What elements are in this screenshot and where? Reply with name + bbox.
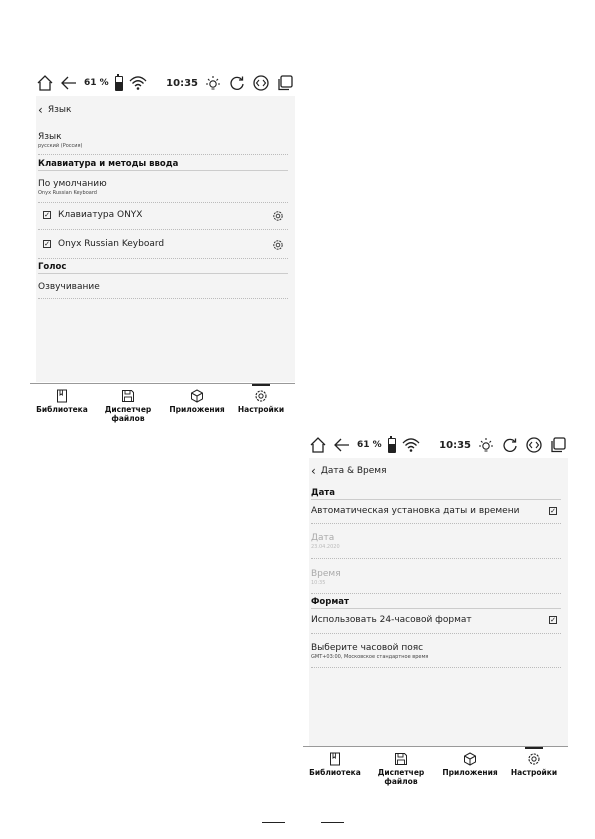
book-icon bbox=[328, 752, 342, 766]
clock: 10:35 bbox=[166, 77, 198, 89]
bottom-navigation bbox=[30, 383, 295, 431]
format-24h-checkbox[interactable]: ✓ bbox=[550, 616, 556, 624]
timezone-item[interactable] bbox=[311, 643, 428, 660]
back-button[interactable] bbox=[311, 465, 386, 477]
book-icon bbox=[55, 389, 69, 403]
nav-library[interactable] bbox=[32, 389, 92, 414]
date-title: Дата bbox=[311, 533, 335, 543]
multitask-icon[interactable] bbox=[549, 436, 567, 454]
divider bbox=[38, 229, 288, 230]
battery-icon bbox=[388, 438, 396, 453]
wifi-icon[interactable] bbox=[402, 436, 420, 454]
back-button[interactable] bbox=[38, 104, 71, 116]
nav-file-manager-label: Диспетчер файлов bbox=[104, 405, 152, 423]
section-keyboard-heading: Клавиатура и методы ввода bbox=[38, 159, 179, 169]
home-icon[interactable] bbox=[36, 74, 54, 92]
timezone-value: GMT+03:00, Московское стандартное время bbox=[311, 654, 429, 660]
back-arrow-icon[interactable] bbox=[60, 74, 78, 92]
language-item[interactable] bbox=[38, 132, 82, 149]
keyboard-russian-settings-gear-icon[interactable] bbox=[272, 239, 284, 251]
nav-settings-label: Настройки bbox=[237, 405, 285, 414]
default-keyboard-item[interactable] bbox=[38, 179, 107, 196]
nav-library[interactable] bbox=[305, 752, 365, 777]
chevron-left-icon: ‹ bbox=[311, 464, 316, 478]
date-value: 23.04.2020 bbox=[311, 544, 340, 550]
refresh-icon[interactable] bbox=[501, 436, 519, 454]
page-mark-left bbox=[262, 822, 285, 823]
default-keyboard-value: Onyx Russian Keyboard bbox=[38, 190, 97, 196]
divider bbox=[311, 558, 561, 559]
time-value: 10:35 bbox=[311, 580, 326, 586]
date-item bbox=[311, 533, 340, 550]
time-title: Время bbox=[311, 569, 341, 579]
battery-icon bbox=[115, 76, 123, 91]
keyboard-russian-checkbox[interactable]: ✓ bbox=[44, 240, 50, 248]
navigation-ball-icon[interactable] bbox=[525, 436, 543, 454]
wifi-icon[interactable] bbox=[129, 74, 147, 92]
nav-apps[interactable] bbox=[167, 389, 227, 414]
settings-content bbox=[36, 96, 295, 382]
battery-percent: 61 % bbox=[84, 78, 109, 88]
nav-file-manager[interactable] bbox=[98, 389, 158, 423]
auto-date-time-label[interactable]: Автоматическая установка даты и времени bbox=[311, 506, 520, 516]
page-title: Дата & Время bbox=[320, 466, 387, 476]
battery-percent: 61 % bbox=[357, 440, 382, 450]
brightness-icon[interactable] bbox=[477, 436, 495, 454]
divider bbox=[311, 667, 561, 668]
section-voice-heading: Голос bbox=[38, 262, 67, 272]
brightness-icon[interactable] bbox=[204, 74, 222, 92]
active-tab-indicator bbox=[252, 384, 270, 386]
divider bbox=[311, 593, 561, 594]
floppy-icon bbox=[394, 752, 408, 766]
time-item bbox=[311, 569, 341, 586]
nav-settings-label: Настройки bbox=[510, 768, 558, 777]
section-date-heading: Дата bbox=[311, 488, 335, 498]
divider bbox=[311, 633, 561, 634]
keyboard-onyx-settings-gear-icon[interactable] bbox=[272, 210, 284, 222]
nav-library-label: Библиотека bbox=[309, 768, 361, 777]
bottom-navigation bbox=[303, 746, 568, 795]
cube-icon bbox=[190, 389, 204, 403]
active-tab-indicator bbox=[525, 747, 543, 749]
divider bbox=[311, 523, 561, 524]
nav-library-label: Библиотека bbox=[36, 405, 88, 414]
divider bbox=[38, 154, 288, 155]
section-format-heading: Формат bbox=[311, 597, 349, 607]
divider bbox=[38, 170, 288, 171]
default-keyboard-title: По умолчанию bbox=[38, 179, 107, 189]
auto-date-time-checkbox[interactable]: ✓ bbox=[550, 507, 556, 515]
nav-file-manager[interactable] bbox=[371, 752, 431, 786]
status-bar bbox=[309, 434, 567, 456]
timezone-title: Выберите часовой пояс bbox=[311, 643, 424, 653]
keyboard-onyx-checkbox[interactable]: ✓ bbox=[44, 211, 50, 219]
divider bbox=[311, 499, 561, 500]
navigation-ball-icon[interactable] bbox=[252, 74, 270, 92]
divider bbox=[38, 258, 288, 259]
language-value: русский (Россия) bbox=[38, 143, 83, 149]
nav-apps-label: Приложения bbox=[442, 768, 498, 777]
nav-file-manager-label: Диспетчер файлов bbox=[377, 768, 425, 786]
floppy-icon bbox=[121, 389, 135, 403]
divider bbox=[38, 298, 288, 299]
language-title: Язык bbox=[38, 132, 62, 142]
format-24h-label[interactable]: Использовать 24-часовой формат bbox=[311, 615, 472, 625]
status-bar bbox=[36, 72, 294, 94]
divider bbox=[311, 608, 561, 609]
multitask-icon[interactable] bbox=[276, 74, 294, 92]
gear-icon bbox=[254, 389, 268, 403]
page-mark-right bbox=[321, 822, 344, 823]
refresh-icon[interactable] bbox=[228, 74, 246, 92]
keyboard-russian-label[interactable]: Onyx Russian Keyboard bbox=[58, 239, 165, 249]
home-icon[interactable] bbox=[309, 436, 327, 454]
clock: 10:35 bbox=[439, 439, 471, 451]
nav-apps[interactable] bbox=[440, 752, 500, 777]
divider bbox=[38, 202, 288, 203]
page-title: Язык bbox=[47, 105, 72, 115]
cube-icon bbox=[463, 752, 477, 766]
gear-icon bbox=[527, 752, 541, 766]
keyboard-onyx-label[interactable]: Клавиатура ONYX bbox=[58, 210, 143, 220]
nav-settings[interactable] bbox=[231, 389, 291, 414]
divider bbox=[38, 273, 288, 274]
nav-apps-label: Приложения bbox=[169, 405, 225, 414]
chevron-left-icon: ‹ bbox=[38, 103, 43, 117]
settings-content bbox=[309, 458, 568, 746]
nav-settings[interactable] bbox=[504, 752, 564, 777]
date-time-settings-screen bbox=[303, 432, 568, 794]
text-to-speech-item[interactable]: Озвучивание bbox=[38, 282, 100, 292]
back-arrow-icon[interactable] bbox=[333, 436, 351, 454]
language-settings-screen bbox=[30, 70, 295, 430]
